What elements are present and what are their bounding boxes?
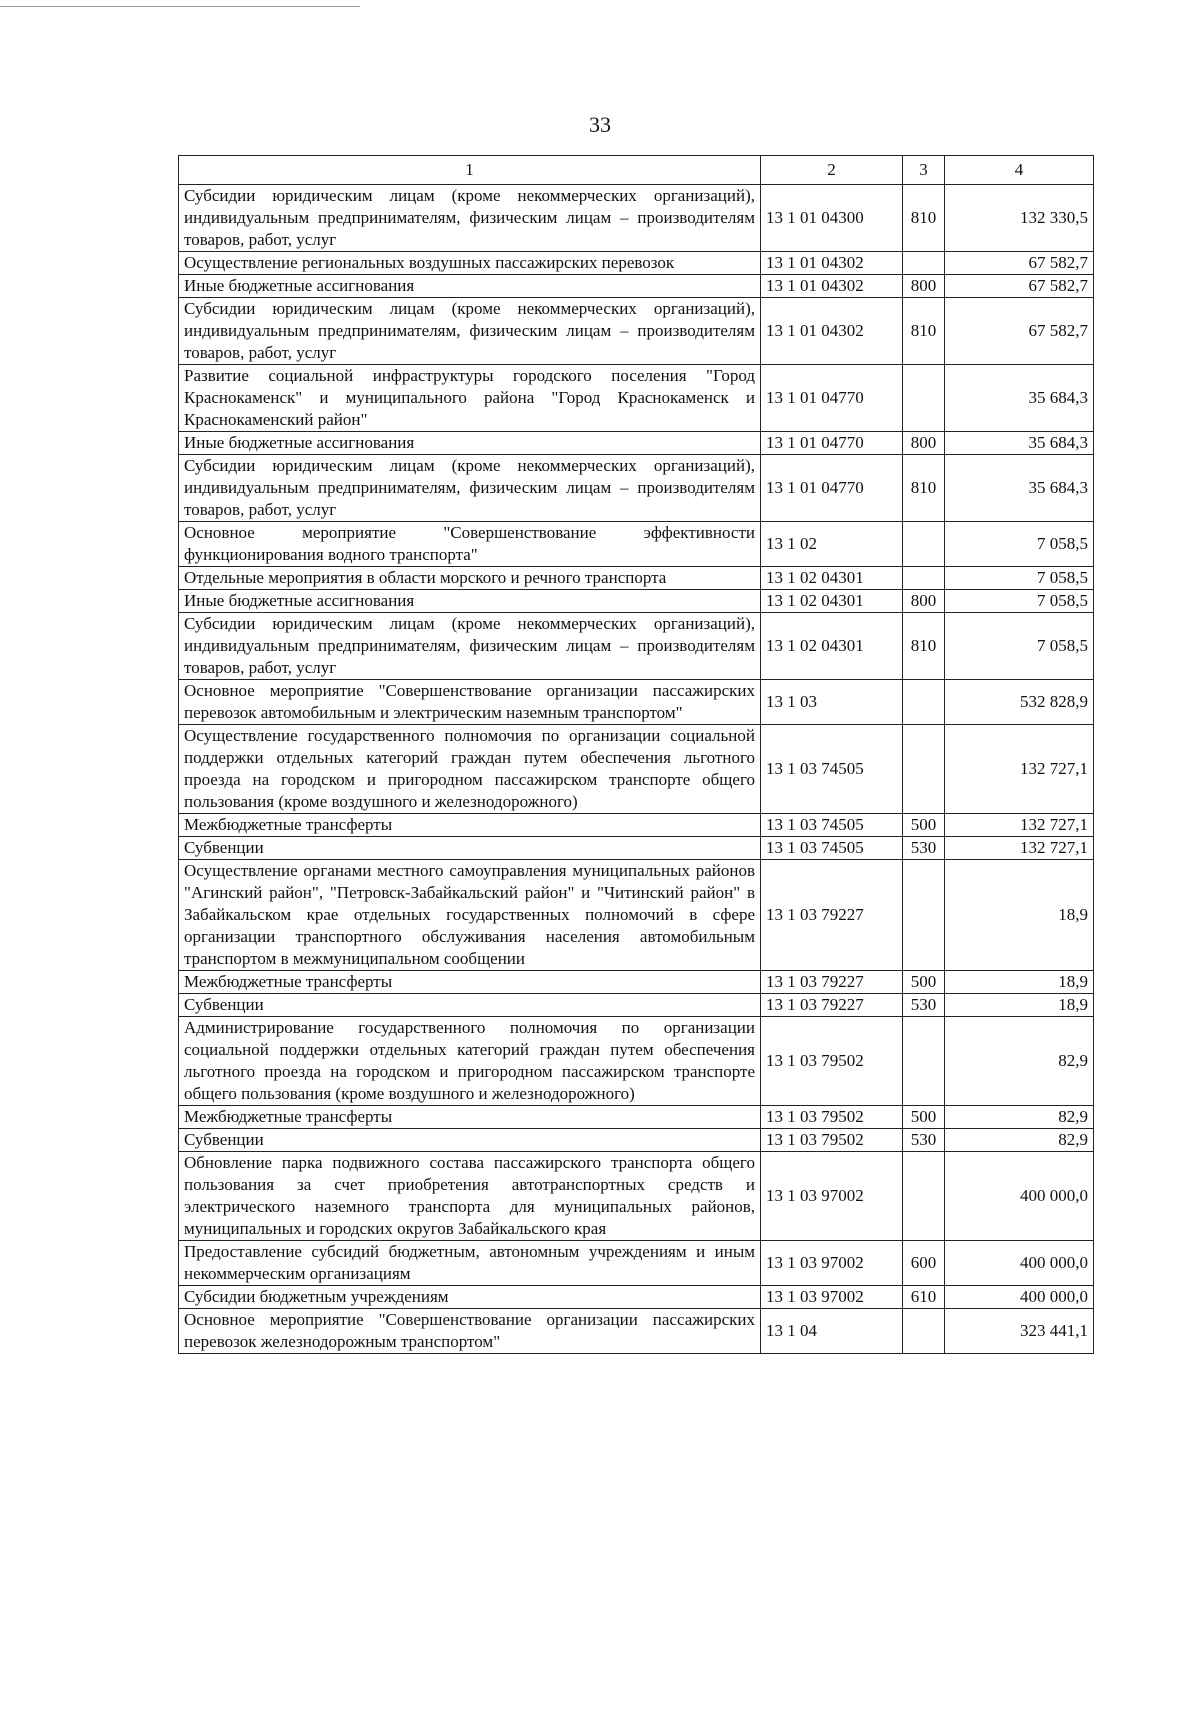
cell-type: 530 <box>903 1129 945 1152</box>
cell-type: 500 <box>903 814 945 837</box>
budget-table <box>178 155 1094 1354</box>
table-row <box>179 252 1094 275</box>
cell-amount: 35 684,3 <box>945 432 1094 455</box>
cell-code: 13 1 03 74505 <box>761 837 903 860</box>
cell-name: Основное мероприятие "Совершенствование эффективности функционирования водного транспорта" <box>179 522 761 567</box>
column-header-amount: 4 <box>945 156 1094 185</box>
cell-code: 13 1 03 79502 <box>761 1106 903 1129</box>
cell-amount: 82,9 <box>945 1129 1094 1152</box>
table-row <box>179 837 1094 860</box>
cell-amount: 7 058,5 <box>945 522 1094 567</box>
cell-code: 13 1 03 97002 <box>761 1286 903 1309</box>
cell-code: 13 1 03 79227 <box>761 994 903 1017</box>
table-row <box>179 1106 1094 1129</box>
table-header-row <box>179 156 1094 185</box>
cell-amount: 18,9 <box>945 971 1094 994</box>
cell-code: 13 1 03 79227 <box>761 971 903 994</box>
cell-code: 13 1 02 04301 <box>761 590 903 613</box>
cell-type: 810 <box>903 455 945 522</box>
cell-name: Иные бюджетные ассигнования <box>179 590 761 613</box>
cell-type <box>903 522 945 567</box>
cell-amount: 82,9 <box>945 1017 1094 1106</box>
cell-code: 13 1 01 04770 <box>761 365 903 432</box>
cell-code: 13 1 04 <box>761 1309 903 1354</box>
cell-name: Основное мероприятие "Совершенствование организации пассажирских перевозок железнодорожным транспортом" <box>179 1309 761 1354</box>
table-row <box>179 1129 1094 1152</box>
cell-amount: 35 684,3 <box>945 365 1094 432</box>
cell-name: Иные бюджетные ассигнования <box>179 275 761 298</box>
table-row <box>179 1309 1094 1354</box>
table-row <box>179 298 1094 365</box>
table-row <box>179 567 1094 590</box>
cell-type <box>903 1152 945 1241</box>
cell-type <box>903 1017 945 1106</box>
cell-name: Субвенции <box>179 994 761 1017</box>
cell-type: 500 <box>903 1106 945 1129</box>
cell-type <box>903 680 945 725</box>
cell-name: Субсидии юридическим лицам (кроме некоммерческих организаций), индивидуальным предпринимателям, физическим лицам – производителям товаров, работ, услуг <box>179 185 761 252</box>
cell-name: Субсидии юридическим лицам (кроме некоммерческих организаций), индивидуальным предпринимателям, физическим лицам – производителям товаров, работ, услуг <box>179 455 761 522</box>
cell-code: 13 1 02 04301 <box>761 613 903 680</box>
cell-type <box>903 365 945 432</box>
cell-amount: 400 000,0 <box>945 1241 1094 1286</box>
cell-name: Межбюджетные трансферты <box>179 971 761 994</box>
cell-type: 810 <box>903 185 945 252</box>
cell-code: 13 1 03 97002 <box>761 1152 903 1241</box>
cell-type: 810 <box>903 298 945 365</box>
cell-amount: 82,9 <box>945 1106 1094 1129</box>
cell-code: 13 1 01 04770 <box>761 432 903 455</box>
cell-type: 500 <box>903 971 945 994</box>
cell-code: 13 1 01 04302 <box>761 252 903 275</box>
table-row <box>179 994 1094 1017</box>
cell-code: 13 1 03 79227 <box>761 860 903 971</box>
cell-code: 13 1 01 04302 <box>761 298 903 365</box>
cell-amount: 132 727,1 <box>945 725 1094 814</box>
cell-code: 13 1 01 04302 <box>761 275 903 298</box>
cell-code: 13 1 01 04300 <box>761 185 903 252</box>
cell-amount: 7 058,5 <box>945 613 1094 680</box>
cell-type: 800 <box>903 590 945 613</box>
table-row <box>179 185 1094 252</box>
table-row <box>179 365 1094 432</box>
table-row <box>179 680 1094 725</box>
cell-amount: 400 000,0 <box>945 1152 1094 1241</box>
cell-name: Субвенции <box>179 1129 761 1152</box>
cell-amount: 18,9 <box>945 860 1094 971</box>
cell-type: 600 <box>903 1241 945 1286</box>
cell-code: 13 1 03 79502 <box>761 1129 903 1152</box>
cell-type <box>903 1309 945 1354</box>
cell-name: Иные бюджетные ассигнования <box>179 432 761 455</box>
cell-type <box>903 860 945 971</box>
cell-name: Развитие социальной инфраструктуры городского поселения "Город Краснокаменск" и муниципального района "Город Краснокаменск и Краснокаменский район" <box>179 365 761 432</box>
cell-type: 800 <box>903 432 945 455</box>
cell-type <box>903 252 945 275</box>
cell-amount: 67 582,7 <box>945 252 1094 275</box>
cell-amount: 400 000,0 <box>945 1286 1094 1309</box>
column-header-code: 2 <box>761 156 903 185</box>
table-row <box>179 275 1094 298</box>
cell-name: Субвенции <box>179 837 761 860</box>
cell-type <box>903 725 945 814</box>
cell-code: 13 1 02 04301 <box>761 567 903 590</box>
cell-type: 800 <box>903 275 945 298</box>
cell-type: 530 <box>903 994 945 1017</box>
cell-name: Обновление парка подвижного состава пассажирского транспорта общего пользования за счет приобретения автотранспортных средств и электрического наземного транспорта для муниципальных районов, муниципальных и городских округов Забайкальского края <box>179 1152 761 1241</box>
cell-type: 610 <box>903 1286 945 1309</box>
page-number: 33 <box>589 112 611 137</box>
cell-amount: 18,9 <box>945 994 1094 1017</box>
table-row <box>179 971 1094 994</box>
cell-name: Отдельные мероприятия в области морского и речного транспорта <box>179 567 761 590</box>
cell-amount: 132 727,1 <box>945 814 1094 837</box>
cell-type: 530 <box>903 837 945 860</box>
cell-name: Межбюджетные трансферты <box>179 814 761 837</box>
cell-code: 13 1 03 97002 <box>761 1241 903 1286</box>
table-row <box>179 455 1094 522</box>
cell-name: Субсидии юридическим лицам (кроме некоммерческих организаций), индивидуальным предпринимателям, физическим лицам – производителям товаров, работ, услуг <box>179 298 761 365</box>
table-row <box>179 725 1094 814</box>
table-row <box>179 1017 1094 1106</box>
table-row <box>179 522 1094 567</box>
table-row <box>179 613 1094 680</box>
table-row <box>179 432 1094 455</box>
cell-name: Основное мероприятие "Совершенствование организации пассажирских перевозок автомобильным и электрическим наземным транспортом" <box>179 680 761 725</box>
cell-code: 13 1 01 04770 <box>761 455 903 522</box>
cell-name: Осуществление органами местного самоуправления муниципальных районов "Агинский район", "Петровск-Забайкальский район" и "Читинский район" в Забайкальском крае отдельных государственных полномочий в сфере организации транспортного обслуживания населения автомобильным транспортом в межмуниципальном сообщении <box>179 860 761 971</box>
cell-amount: 323 441,1 <box>945 1309 1094 1354</box>
cell-amount: 7 058,5 <box>945 590 1094 613</box>
cell-name: Предоставление субсидий бюджетным, автономным учреждениям и иным некоммерческим организациям <box>179 1241 761 1286</box>
table-row <box>179 590 1094 613</box>
cell-amount: 7 058,5 <box>945 567 1094 590</box>
cell-code: 13 1 02 <box>761 522 903 567</box>
cell-name: Субсидии юридическим лицам (кроме некоммерческих организаций), индивидуальным предпринимателям, физическим лицам – производителям товаров, работ, услуг <box>179 613 761 680</box>
table-body <box>179 185 1094 1354</box>
scan-top-rule <box>0 6 360 7</box>
cell-name: Администрирование государственного полномочия по организации социальной поддержки отдельных категорий граждан путем обеспечения льготного проезда на городском и пригородном пассажирском транспорте общего пользования (кроме воздушного и железнодорожного) <box>179 1017 761 1106</box>
table-row <box>179 1152 1094 1241</box>
column-header-name: 1 <box>179 156 761 185</box>
cell-amount: 67 582,7 <box>945 298 1094 365</box>
cell-name: Осуществление региональных воздушных пассажирских перевозок <box>179 252 761 275</box>
table-row <box>179 860 1094 971</box>
cell-type <box>903 567 945 590</box>
cell-amount: 132 330,5 <box>945 185 1094 252</box>
table-row <box>179 1241 1094 1286</box>
column-header-type: 3 <box>903 156 945 185</box>
cell-amount: 35 684,3 <box>945 455 1094 522</box>
table-row <box>179 814 1094 837</box>
cell-code: 13 1 03 <box>761 680 903 725</box>
cell-amount: 67 582,7 <box>945 275 1094 298</box>
cell-name: Осуществление государственного полномочия по организации социальной поддержки отдельных категорий граждан путем обеспечения льготного проезда на городском и пригородном пассажирском транспорте общего пользования (кроме воздушного и железнодорожного) <box>179 725 761 814</box>
cell-code: 13 1 03 74505 <box>761 725 903 814</box>
cell-amount: 532 828,9 <box>945 680 1094 725</box>
cell-name: Межбюджетные трансферты <box>179 1106 761 1129</box>
cell-code: 13 1 03 79502 <box>761 1017 903 1106</box>
cell-amount: 132 727,1 <box>945 837 1094 860</box>
cell-name: Субсидии бюджетным учреждениям <box>179 1286 761 1309</box>
cell-type: 810 <box>903 613 945 680</box>
cell-code: 13 1 03 74505 <box>761 814 903 837</box>
table-row <box>179 1286 1094 1309</box>
